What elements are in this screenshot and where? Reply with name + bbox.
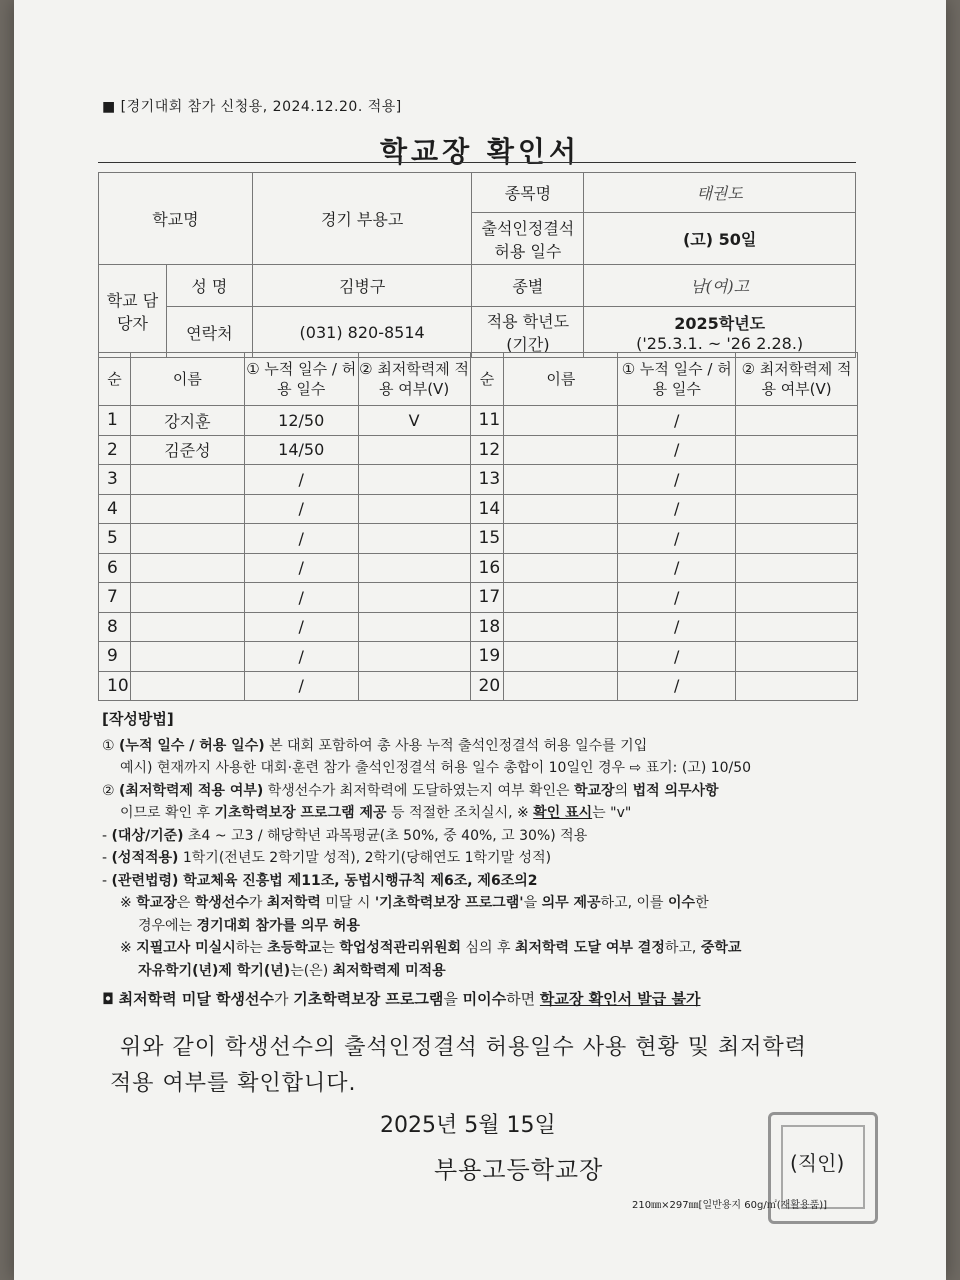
year-label: 적용 학년도 (기간)	[472, 307, 584, 358]
school-name-value: 경기 부용고	[252, 173, 472, 265]
seq-cell: 2	[99, 435, 131, 465]
min-cell	[358, 524, 470, 554]
seq-cell: 17	[470, 583, 504, 613]
instruction-1: ① (누적 일수 / 허용 일수) 본 대회 포함하여 총 사용 누적 출석인정결석 허용 일수를 기입	[102, 737, 648, 754]
seq-cell: 6	[99, 553, 131, 583]
name-cell	[504, 524, 618, 554]
form-header-note: ■ [경기대회 참가 신청용, 2024.12.20. 적용]	[102, 99, 402, 115]
table-row	[99, 612, 858, 642]
staff-name-value: 김병구	[252, 265, 472, 307]
name-cell	[504, 671, 618, 701]
allowed-days-value: (고) 50일	[584, 213, 856, 265]
min-cell	[736, 642, 858, 672]
days-cell: /	[244, 553, 358, 583]
name-cell	[504, 494, 618, 524]
min-cell	[358, 612, 470, 642]
contact-label: 연락처	[166, 307, 252, 358]
table-row	[99, 671, 858, 701]
min-cell	[358, 435, 470, 465]
seq-cell: 20	[470, 671, 504, 701]
seal-label: (직인)	[790, 1151, 845, 1175]
col-name-header: 이름	[130, 353, 244, 406]
school-info-table	[98, 172, 856, 358]
min-cell	[736, 406, 858, 436]
days-cell: /	[244, 583, 358, 613]
col-days-header: ① 누적 일수 / 허용 일수	[244, 353, 358, 406]
seq-cell: 18	[470, 612, 504, 642]
seq-cell: 1	[99, 406, 131, 436]
days-cell: /	[244, 524, 358, 554]
days-cell: /	[244, 494, 358, 524]
instruction-grades: - (성적적용) 1학기(전년도 2학기말 성적), 2학기(당해연도 1학기말 성적)	[102, 850, 552, 866]
days-cell: /	[618, 494, 736, 524]
category-label: 종별	[472, 265, 584, 307]
table-row	[99, 465, 858, 495]
confirmation-statement	[110, 1030, 850, 1102]
staff-label: 학교 담당자	[99, 265, 167, 358]
staff-name-label: 성 명	[166, 265, 252, 307]
period-value: ('25.3.1. ~ '26 2.28.)	[636, 334, 804, 353]
seq-cell: 12	[470, 435, 504, 465]
name-cell: 강지훈	[130, 406, 244, 436]
confirmation-line-1: 위와 같이 학생선수의 출석인정결석 허용일수 사용 현황 및 최저학력	[120, 1035, 808, 1060]
note-principal-duty-cont: 경우에는 경기대회 참가를 의무 허용	[138, 917, 360, 934]
title-divider	[98, 162, 856, 163]
days-cell: /	[618, 642, 736, 672]
category-value: 남(여)고	[584, 265, 856, 307]
days-cell: /	[244, 612, 358, 642]
confirmation-line-2: 적용 여부를 확인합니다.	[110, 1071, 357, 1096]
note-principal-duty: ※ 학교장은 학생선수가 최저학력 미달 시 '기초학력보장 프로그램'을 의무 제공하고, 이를 이수한	[120, 895, 709, 911]
sport-label: 종목명	[472, 173, 584, 213]
col-seq-header: 순	[99, 353, 131, 406]
instruction-2-cont: 이므로 확인 후 기초학력보장 프로그램 제공 등 적절한 조치실시, ※ 확인 표시는 "v"	[120, 805, 632, 821]
seq-cell: 16	[470, 553, 504, 583]
table-row	[99, 435, 858, 465]
col-min-header: ② 최저학력제 적용 여부(V)	[358, 353, 470, 406]
name-cell	[130, 524, 244, 554]
seq-cell: 7	[99, 583, 131, 613]
table-row	[99, 583, 858, 613]
min-cell	[358, 583, 470, 613]
seq-cell: 19	[470, 642, 504, 672]
days-cell: /	[618, 671, 736, 701]
days-cell: /	[618, 465, 736, 495]
days-cell: 12/50	[244, 406, 358, 436]
name-cell: 김준성	[130, 435, 244, 465]
sport-value: 태권도	[584, 173, 856, 213]
note-elementary-cont: 자유학기(년)제 학기(년)는(은) 최저학력제 미적용	[138, 962, 446, 979]
days-cell: /	[244, 465, 358, 495]
name-cell	[130, 494, 244, 524]
instruction-target: - (대상/기준) 초4 ~ 고3 / 해당학년 과목평균(초 50%, 중 40%, 고 30%) 적용	[102, 827, 588, 844]
days-cell: /	[244, 642, 358, 672]
name-cell	[130, 642, 244, 672]
days-cell: /	[618, 406, 736, 436]
min-cell	[358, 494, 470, 524]
name-cell	[504, 612, 618, 642]
instruction-law: - (관련법령) 학교체육 진흥법 제11조, 동법시행규칙 제6조, 제6조의2	[102, 872, 538, 889]
principal-name: 부용고등학교장	[434, 1156, 604, 1184]
min-cell	[736, 494, 858, 524]
days-cell: /	[618, 553, 736, 583]
min-cell	[736, 671, 858, 701]
name-cell	[130, 671, 244, 701]
seq-cell: 15	[470, 524, 504, 554]
days-cell: /	[244, 671, 358, 701]
name-cell	[130, 553, 244, 583]
min-cell	[358, 671, 470, 701]
col-days-header-right: ① 누적 일수 / 허용 일수	[618, 353, 736, 406]
col-min-header-right: ② 최저학력제 적용 여부(V)	[736, 353, 858, 406]
min-cell	[358, 642, 470, 672]
min-cell	[736, 465, 858, 495]
instruction-1-example: 예시) 현재까지 사용한 대회·훈련 참가 출석인정결석 허용 일수 총합이 10일인 경우 ⇨ 표기: (고) 10/50	[120, 760, 752, 776]
year-cell	[584, 307, 856, 358]
col-name-header-right: 이름	[504, 353, 618, 406]
seq-cell: 14	[470, 494, 504, 524]
min-cell	[736, 553, 858, 583]
name-cell	[504, 642, 618, 672]
instruction-2: ② (최저학력제 적용 여부) 학생선수가 최저학력에 도달하였는지 여부 확인은 학교장의 법적 의무사항	[102, 782, 719, 799]
seq-cell: 9	[99, 642, 131, 672]
instructions-heading: [작성방법]	[102, 710, 174, 728]
seq-cell: 10	[99, 671, 131, 701]
name-cell	[504, 583, 618, 613]
issue-date: 2025년 5월 15일	[380, 1113, 556, 1138]
school-name-label: 학교명	[99, 173, 253, 265]
min-cell	[358, 465, 470, 495]
seq-cell: 4	[99, 494, 131, 524]
name-cell	[130, 612, 244, 642]
name-cell	[504, 553, 618, 583]
table-row	[99, 494, 858, 524]
seq-cell: 3	[99, 465, 131, 495]
days-cell: /	[618, 524, 736, 554]
name-cell	[130, 583, 244, 613]
seq-cell: 13	[470, 465, 504, 495]
name-cell	[504, 465, 618, 495]
athlete-roster-table	[98, 352, 858, 701]
min-cell	[736, 435, 858, 465]
days-cell: 14/50	[244, 435, 358, 465]
paper-spec: 210㎜×297㎜[일반용지 60g/㎡(재활용품)]	[632, 1200, 828, 1211]
days-cell: /	[618, 583, 736, 613]
days-cell: /	[618, 612, 736, 642]
days-cell: /	[618, 435, 736, 465]
table-row	[99, 642, 858, 672]
name-cell	[504, 435, 618, 465]
table-row	[99, 524, 858, 554]
instructions-section	[102, 708, 872, 1011]
seq-cell: 8	[99, 612, 131, 642]
seq-cell: 11	[470, 406, 504, 436]
name-cell	[504, 406, 618, 436]
min-cell	[736, 612, 858, 642]
min-cell	[736, 524, 858, 554]
year-value: 2025학년도	[674, 314, 766, 333]
document-title: 학교장 확인서	[379, 135, 581, 168]
final-warning: ◘ 최저학력 미달 학생선수가 기초학력보장 프로그램을 미이수하면 학교장 확인서 발급 불가	[102, 990, 701, 1008]
table-row	[99, 553, 858, 583]
min-cell	[736, 583, 858, 613]
allowed-days-label: 출석인정결석 허용 일수	[472, 213, 584, 265]
name-cell	[130, 465, 244, 495]
min-cell	[358, 553, 470, 583]
min-cell: V	[358, 406, 470, 436]
note-elementary: ※ 지필고사 미실시하는 초등학교는 학업성적관리위원회 심의 후 최저학력 도달 여부 결정하고, 중학교	[120, 940, 742, 956]
table-row	[99, 406, 858, 436]
seq-cell: 5	[99, 524, 131, 554]
contact-value: (031) 820-8514	[252, 307, 472, 358]
col-seq-header-right: 순	[470, 353, 504, 406]
